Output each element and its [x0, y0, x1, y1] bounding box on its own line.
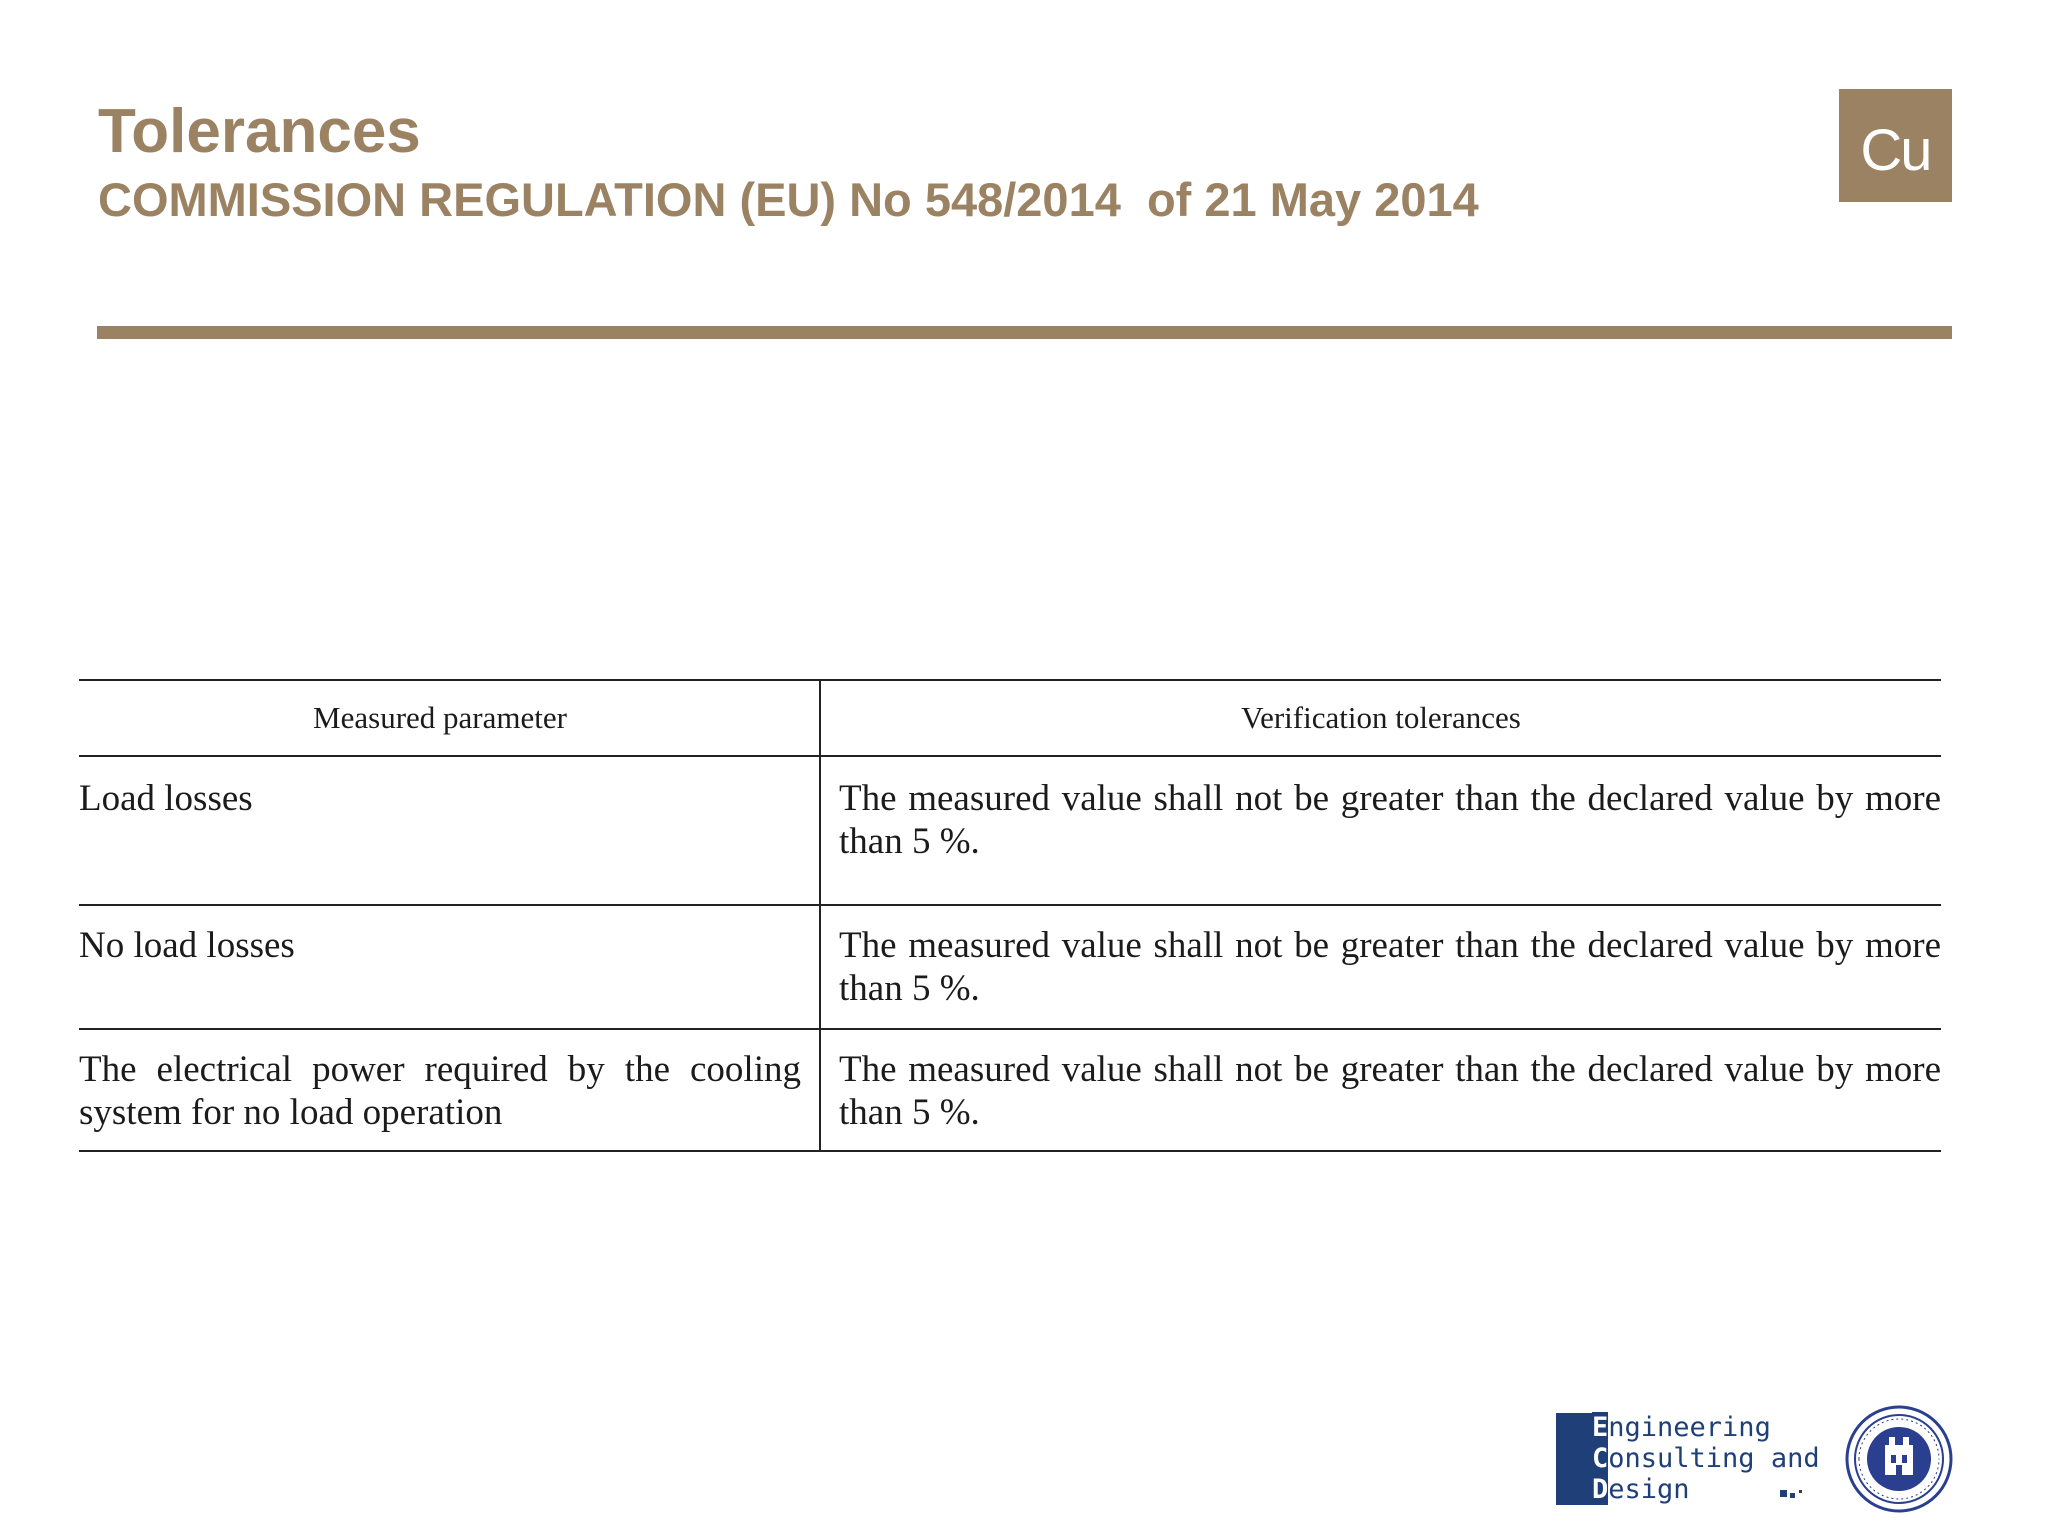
table-row [79, 756, 1941, 905]
parameter-cell: The electrical power required by the cooling system for no load operation [79, 1029, 820, 1151]
parameter-cell: Load losses [79, 756, 820, 905]
ecd-logo-dots-icon [1780, 1487, 1810, 1499]
column-header-tolerance: Verification tolerances [820, 680, 1941, 756]
ecd-logo-line-3: Design [1592, 1474, 1690, 1505]
parameter-cell: No load losses [79, 905, 820, 1029]
column-header-parameter: Measured parameter [79, 680, 820, 756]
table-row [79, 905, 1941, 1029]
tolerance-cell: The measured value shall not be greater than the declared value by more than 5 %. [820, 1029, 1941, 1151]
university-seal-icon [1845, 1405, 1953, 1513]
ecd-logo-line-2: Consulting and [1592, 1443, 1820, 1474]
cu-logo-badge: Cu [1839, 89, 1952, 202]
table-header-row [79, 680, 1941, 756]
ecd-logo [1556, 1412, 1820, 1505]
tolerance-cell: The measured value shall not be greater than the declared value by more than 5 %. [820, 756, 1941, 905]
page-subtitle: COMMISSION REGULATION (EU) No 548/2014 of 21 May 2014 [98, 173, 1479, 226]
header-divider [97, 326, 1952, 339]
ecd-logo-bar [1556, 1413, 1596, 1505]
tolerance-cell: The measured value shall not be greater than the declared value by more than 5 %. [820, 905, 1941, 1029]
page-title: Tolerances [98, 97, 421, 166]
tolerances-table [79, 679, 1941, 1152]
table-row [79, 1029, 1941, 1151]
ecd-logo-line-1: Engineering [1592, 1412, 1771, 1443]
